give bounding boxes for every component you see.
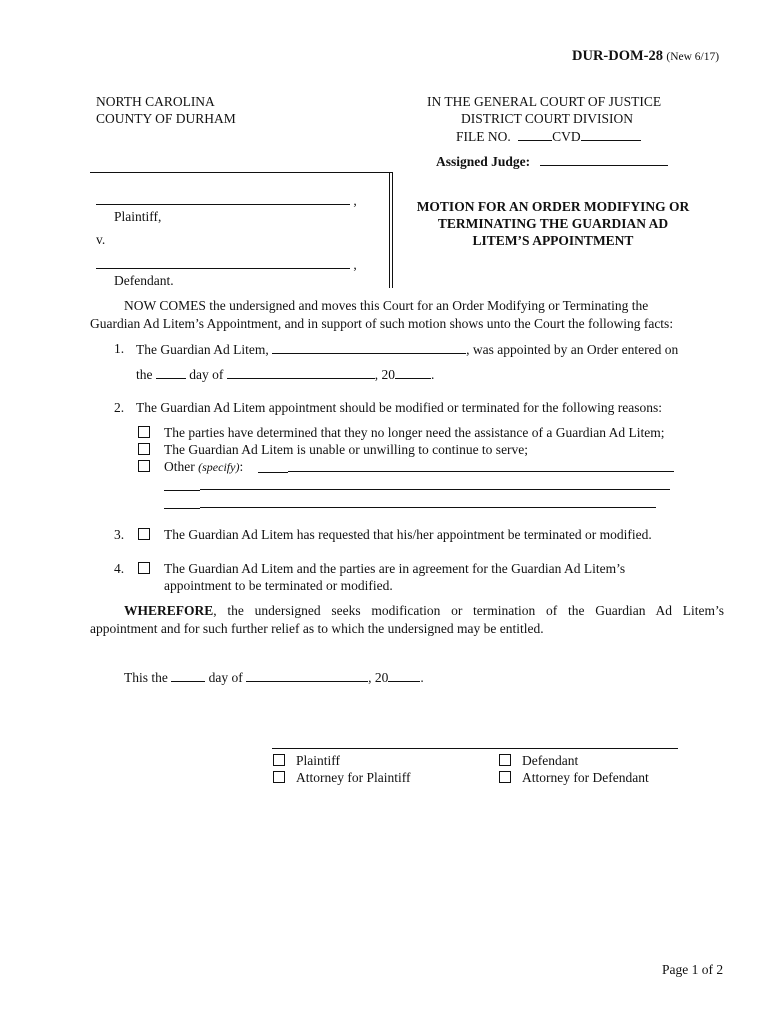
role-attorney-defendant-label: Attorney for Defendant (522, 770, 649, 785)
form-version: (New 6/17) (666, 51, 720, 63)
option-other-specify: (specify) (198, 460, 240, 474)
role-attorney-plaintiff-checkbox[interactable] (273, 771, 285, 783)
item-1-year-prefix: , 20 (374, 367, 395, 382)
division-label: DISTRICT COURT DIVISION (461, 111, 633, 126)
date-day-field[interactable] (171, 669, 205, 682)
wherefore-rest: , the undersigned seeks modification or termination of the Guardian Ad Litem’s (213, 603, 724, 618)
state-label: NORTH CAROLINA (96, 94, 215, 109)
defendant-name-row (96, 256, 357, 273)
motion-title (394, 198, 712, 249)
option-parties-no-longer-need-checkbox[interactable] (138, 426, 150, 438)
county-label: COUNTY OF DURHAM (96, 111, 236, 126)
file-no-field[interactable] (518, 128, 552, 141)
item-4-line-2: appointment to be terminated or modified. (164, 578, 393, 593)
role-attorney-defendant-checkbox[interactable] (499, 771, 511, 783)
caption-divider-inner (392, 172, 393, 288)
date-day-of: day of (208, 670, 243, 685)
other-specify-line-1[interactable] (288, 471, 674, 472)
assigned-judge-label: Assigned Judge: (436, 154, 531, 169)
wherefore-line-2: appointment and for such further relief as to which the undersigned may be entitled. (90, 621, 544, 636)
file-number-row (456, 128, 641, 145)
title-line-3: LITEM’S APPOINTMENT (472, 233, 634, 248)
option-parties-no-longer-need-label: The parties have determined that they no longer need the assistance of a Guardian Ad Litem; (164, 425, 665, 440)
date-year-field[interactable] (388, 669, 420, 682)
item-4-line-1: The Guardian Ad Litem and the parties are in agreement for the Guardian Ad Litem’s (164, 561, 626, 576)
option-other-row (164, 459, 243, 475)
date-this-the: This the (124, 670, 168, 685)
item-2-text: The Guardian Ad Litem appointment should be modified or terminated for the following reasons: (136, 400, 662, 415)
caption-top-rule (90, 172, 392, 173)
assigned-judge-row (436, 153, 668, 170)
item-2-number: 2. (114, 400, 125, 415)
guardian-name-field[interactable] (272, 341, 466, 354)
date-month-field[interactable] (246, 669, 368, 682)
item-3-checkbox[interactable] (138, 528, 150, 540)
plaintiff-label: Plaintiff, (114, 209, 162, 224)
item-1-text-b: , was appointed by an Order entered on (466, 342, 679, 357)
form-code-header (572, 48, 719, 65)
title-line-2: TERMINATING THE GUARDIAN AD (437, 216, 669, 231)
order-year-field[interactable] (395, 366, 431, 379)
plaintiff-name-row (96, 192, 357, 209)
page-number: Page 1 of 2 (662, 962, 724, 977)
other-specify-line-3-light[interactable] (164, 508, 200, 509)
plaintiff-name-field[interactable] (96, 192, 350, 205)
order-day-field[interactable] (156, 366, 186, 379)
title-line-1: MOTION FOR AN ORDER MODIFYING OR (416, 199, 690, 214)
item-1-day-of: day of (189, 367, 224, 382)
option-other-checkbox[interactable] (138, 460, 150, 472)
intro-line-1: NOW COMES the undersigned and moves this Court for an Order Modifying or Terminating the (124, 298, 649, 313)
form-code: DUR-DOM-28 (572, 48, 664, 64)
assigned-judge-field[interactable] (540, 153, 668, 166)
date-year-prefix: , 20 (368, 670, 389, 685)
other-specify-line-2-light[interactable] (164, 490, 200, 491)
option-other-colon: : (239, 459, 244, 474)
role-plaintiff-label: Plaintiff (296, 753, 341, 768)
other-specify-line-3[interactable] (200, 507, 656, 508)
role-defendant-checkbox[interactable] (499, 754, 511, 766)
defendant-comma: , (353, 257, 357, 272)
role-attorney-plaintiff-label: Attorney for Plaintiff (296, 770, 411, 785)
defendant-label: Defendant. (114, 273, 174, 288)
file-no-label: FILE NO. (456, 129, 511, 144)
caption-divider-outer (389, 172, 390, 288)
item-1-text-a: The Guardian Ad Litem, (136, 342, 269, 357)
file-no-code: CVD (552, 129, 581, 144)
option-unable-to-serve-label: The Guardian Ad Litem is unable or unwilling to continue to serve; (164, 442, 529, 457)
intro-line-2: Guardian Ad Litem’s Appointment, and in support of such motion shows unto the Court the following facts: (90, 316, 674, 331)
order-month-field[interactable] (227, 366, 375, 379)
signature-line[interactable] (272, 748, 678, 749)
file-no-number-field[interactable] (581, 128, 641, 141)
role-defendant-label: Defendant (522, 753, 579, 768)
item-1-period: . (431, 367, 435, 382)
date-row (124, 669, 424, 686)
item-3-number: 3. (114, 527, 125, 542)
wherefore-bold: WHEREFORE (124, 603, 214, 618)
versus-label: v. (96, 232, 106, 247)
option-other-label: Other (164, 459, 195, 474)
item-1-line-2 (136, 366, 434, 383)
item-4-checkbox[interactable] (138, 562, 150, 574)
role-plaintiff-checkbox[interactable] (273, 754, 285, 766)
date-period: . (420, 670, 424, 685)
option-unable-to-serve-checkbox[interactable] (138, 443, 150, 455)
court-label: IN THE GENERAL COURT OF JUSTICE (427, 94, 662, 109)
item-1-number: 1. (114, 341, 125, 356)
defendant-name-field[interactable] (96, 256, 350, 269)
item-3-text: The Guardian Ad Litem has requested that his/her appointment be terminated or modified. (164, 527, 652, 542)
wherefore-line-1 (124, 603, 724, 621)
item-1-line-1 (136, 341, 678, 358)
item-4-number: 4. (114, 561, 125, 576)
other-specify-line-1-light[interactable] (258, 472, 288, 473)
other-specify-line-2[interactable] (200, 489, 670, 490)
item-1-the: the (136, 367, 153, 382)
plaintiff-comma: , (353, 193, 357, 208)
